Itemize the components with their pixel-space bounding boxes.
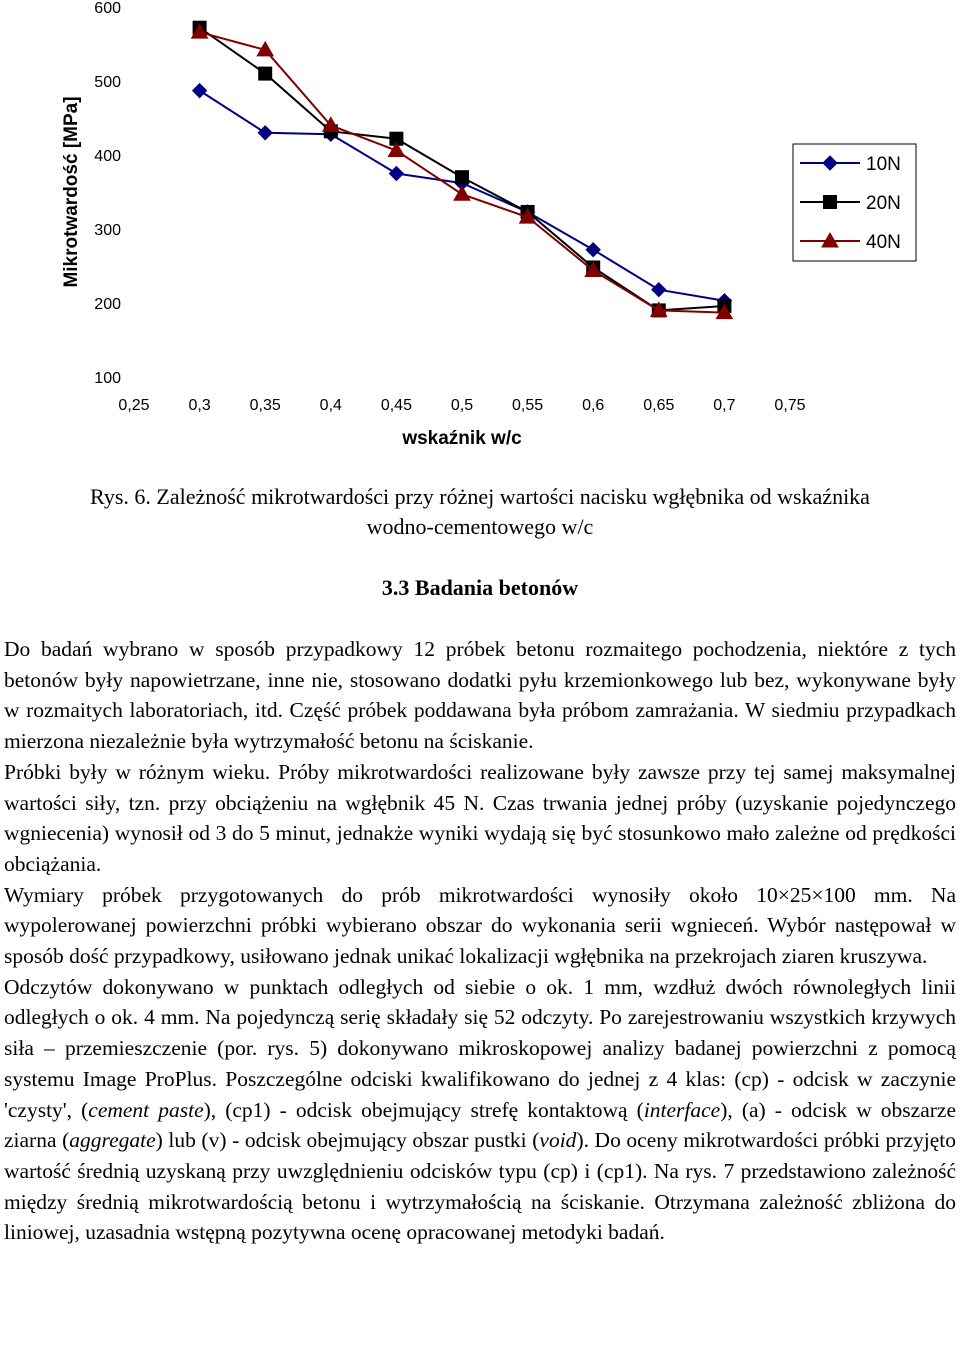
y-tick-label: 100: [94, 370, 121, 387]
x-tick-label: 0,55: [512, 397, 544, 414]
data-point-10n: [586, 243, 600, 257]
term-void: void: [539, 1128, 577, 1153]
x-tick-label: 0,3: [188, 397, 211, 414]
term-cement-paste: cement paste: [88, 1097, 204, 1122]
caption-line-1: Rys. 6. Zależność mikrotwardości przy różnej wartości nacisku wgłębnika od wskaźnika: [90, 484, 870, 509]
paragraph-4-part-a: Odczytów dokonywano w punktach odległych od siebie o ok. 1 mm, wzdłuż dwóch równoległych linii odległych o ok. 4 mm. Na pojedynczą serię składały się 52 odczyty. Po zarejestrowaniu wszystkich krzywych siła – przemieszczenie (por. rys. 5) dokonywano mikroskopowej analizy badanej powierzchni z pomocą systemu Image ProPlus. Poszczególne odciski kwalifikowano do jednej z 4 klas: (cp) - odcisk w zaczynie 'czysty', (: [4, 974, 956, 1122]
series-20n: [193, 21, 731, 317]
x-tick-label: 0,65: [643, 397, 675, 414]
series-line-20n: [200, 28, 725, 311]
y-axis-ticks: [94, 0, 121, 387]
x-axis-label: wskaźnik w/c: [402, 428, 522, 449]
x-tick-label: 0,45: [380, 397, 412, 414]
data-point-10n: [258, 126, 272, 140]
caption-line-2: wodno-cementowego w/c: [366, 514, 594, 539]
y-tick-label: 400: [94, 148, 121, 165]
legend-marker-20n: [824, 196, 837, 209]
x-tick-label: 0,75: [774, 397, 806, 414]
data-point-10n: [193, 84, 207, 98]
y-axis-label: Mikrotwardość [MPa]: [61, 96, 82, 288]
paragraph-4-part-b: ), (cp1) - odcisk obejmujący strefę kontaktową (: [203, 1097, 644, 1122]
figure-caption: [0, 482, 960, 542]
paragraph-4-part-d: ) lub (v) - odcisk obejmujący obszar pustki (: [155, 1128, 540, 1153]
y-tick-label: 200: [94, 296, 121, 313]
series-layer: [192, 21, 733, 318]
data-point-10n: [652, 283, 666, 297]
data-point-10n: [389, 167, 403, 181]
paragraph-4-part-e: ). Do oceny mikrotwardości próbki przyjęto wartość średnią uzyskaną przy uwzględnieniu odcisków typu (cp) i (cp1). Na rys. 7 przedstawiono zależność między średnią mikrotwardością betonu i wytrzymałością na ściskanie. Otrzymana zależność zbliżona do liniowej, uzasadnia wstępną pozytywna ocenę opracowanej metodyki badań.: [4, 1128, 956, 1245]
x-axis-ticks: [118, 397, 805, 414]
section-heading: 3.3 Badania betonów: [381, 575, 579, 600]
paragraph-1: Do badań wybrano w sposób przypadkowy 12 próbek betonu rozmaitego pochodzenia, niektóre z tych betonów były napowietrzane, inne nie, stosowano dodatki pyłu krzemionkowego lub bez, wykonywane były w rozmaitych laboratoriach, itd. Część próbek poddawana była próbom zamrażania. W siedmiu przypadkach mierzona niezależnie była wytrzymałość betonu na ściskanie.: [4, 637, 956, 754]
x-tick-label: 0,7: [713, 397, 736, 414]
term-aggregate: aggregate: [69, 1128, 156, 1153]
paragraph-3: Wymiary próbek przygotowanych do prób mikrotwardości wynosiły około 10×25×100 mm. Na wypolerowanej powierzchni próbki wybierano obszar do wykonania serii wgnieceń. Wybór następował w sposób dość przypadkowy, usiłowano jednak unikać lokalizacji wgłębnika na przekrojach ziaren kruszywa.: [4, 882, 956, 969]
paragraph-4: [4, 972, 956, 1248]
legend-label-40n: 40N: [866, 232, 901, 253]
microhardness-chart: [0, 0, 960, 460]
term-interface: interface: [643, 1097, 721, 1122]
x-tick-label: 0,35: [249, 397, 281, 414]
y-tick-label: 600: [94, 0, 121, 17]
paragraph-2: Próbki były w różnym wieku. Próby mikrotwardości realizowane były zawsze przy tej samej maksymalnej wartości siły, tzn. przy obciążeniu na wgłębnik 45 N. Czas trwania jednej próby (uzyskanie pojedynczego wgniecenia) wynosił od 3 do 5 minut, jednakże wyniki wydają się być stosunkowo mało zależne od prędkości obciążania.: [4, 759, 956, 876]
body-text: [4, 634, 956, 1248]
legend-label-20n: 20N: [866, 193, 901, 214]
y-tick-label: 300: [94, 222, 121, 239]
x-tick-label: 0,4: [319, 397, 342, 414]
legend-label-10n: 10N: [866, 154, 901, 175]
data-point-20n: [456, 171, 469, 184]
x-tick-label: 0,6: [582, 397, 605, 414]
data-point-40n: [454, 186, 470, 200]
legend: [793, 144, 916, 261]
data-point-20n: [259, 67, 272, 80]
x-tick-label: 0,25: [118, 397, 150, 414]
y-tick-label: 500: [94, 74, 121, 91]
x-tick-label: 0,5: [450, 397, 474, 414]
paragraph-4-part-c: ), (a) - odcisk w obszarze ziarna (: [4, 1097, 956, 1153]
